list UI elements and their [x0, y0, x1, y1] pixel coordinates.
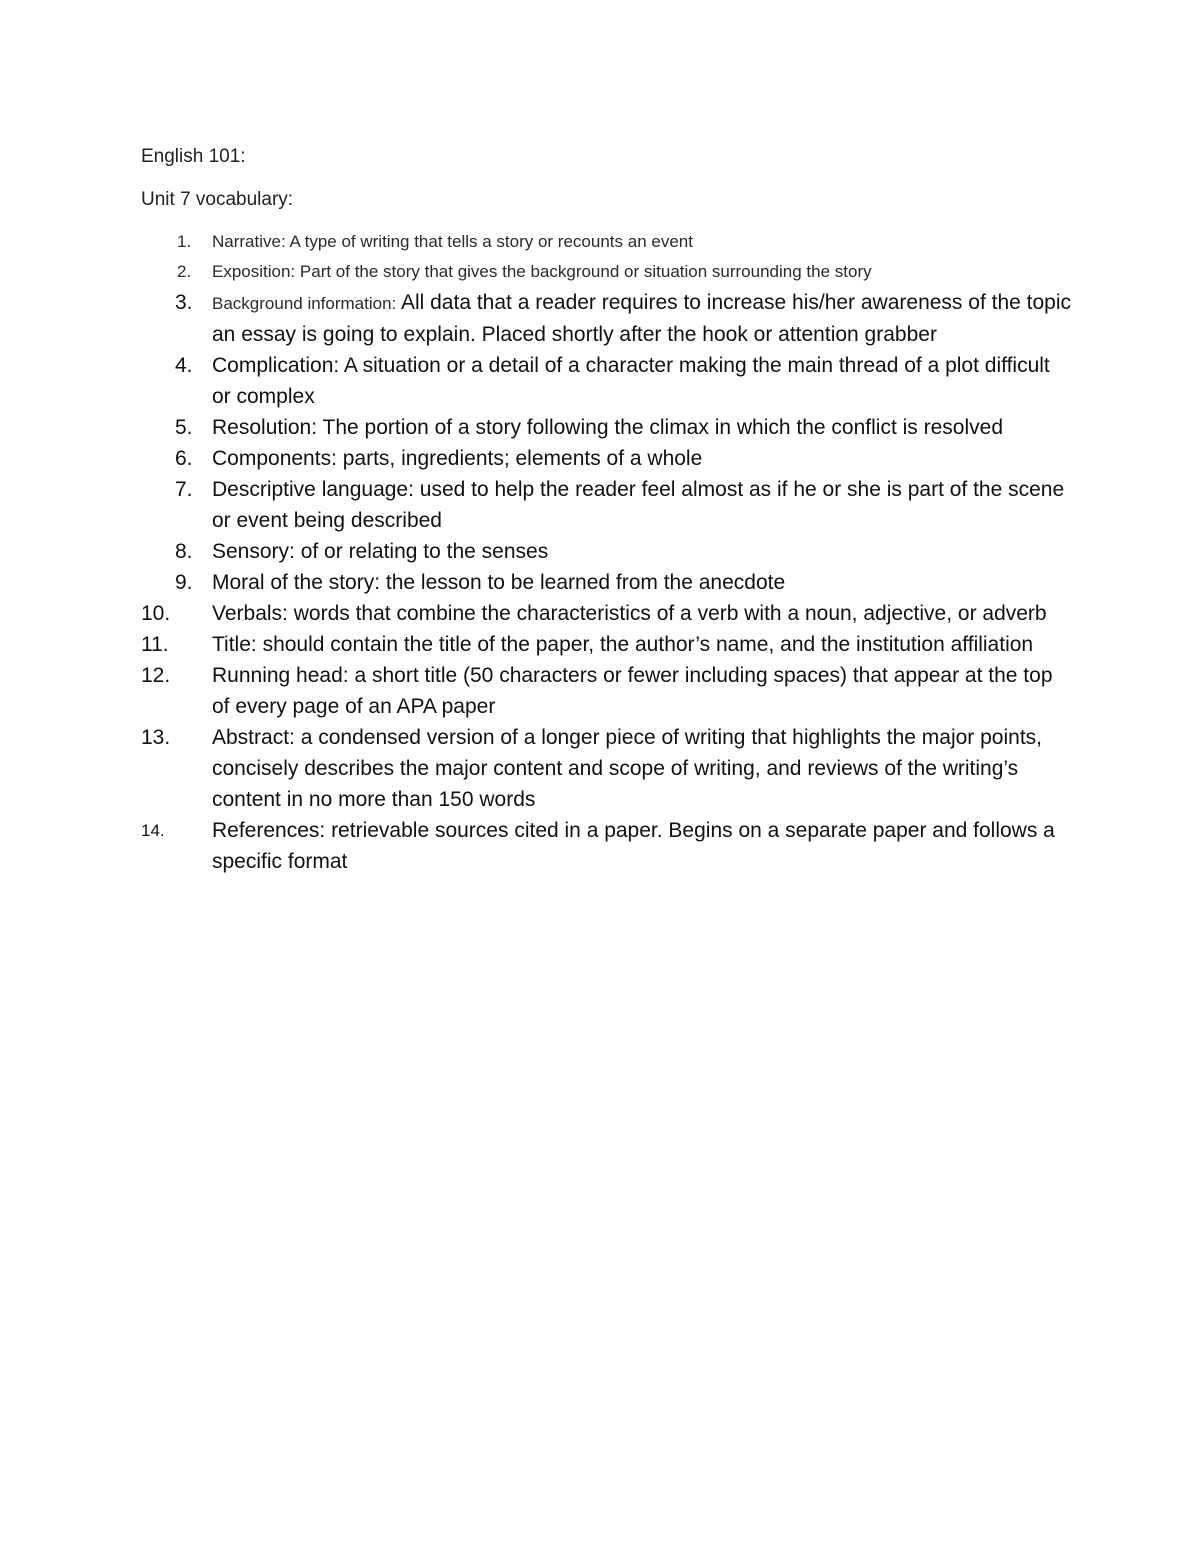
vocab-definition: used to help the reader feel almost as if he or she is part of the scene or event being described	[212, 478, 1065, 532]
vocab-term: Moral of the story:	[212, 571, 381, 594]
vocab-item	[141, 227, 1071, 257]
item-number: 1.	[177, 232, 192, 251]
vocab-item	[141, 722, 1071, 815]
vocabulary-list	[141, 227, 1071, 877]
vocab-term: Components:	[212, 447, 337, 470]
vocab-definition: a short title (50 characters or fewer including spaces) that appear at the top of every page of an APA paper	[212, 664, 1053, 718]
vocab-item	[141, 629, 1071, 660]
vocab-term: Sensory:	[212, 540, 295, 563]
vocab-definition: of or relating to the senses	[294, 540, 549, 563]
vocab-definition: words that combine the characteristics of a verb with a noun, adjective, or adverb	[287, 602, 1047, 625]
item-number: 5.	[175, 416, 193, 439]
vocab-term: Abstract:	[212, 726, 295, 749]
vocab-definition: The portion of a story following the climax in which the conflict is resolved	[317, 416, 1003, 439]
vocab-definition: a condensed version of a longer piece of writing that highlights the major points, concisely describes the major content and scope of writing, and reviews of the writing’s content in no more than 150 words	[212, 726, 1042, 811]
vocab-item	[141, 598, 1071, 629]
vocab-term: Descriptive language:	[212, 478, 414, 501]
vocab-definition: A type of writing that tells a story or recounts an event	[285, 232, 693, 251]
item-number: 12.	[141, 664, 171, 687]
vocab-item	[141, 257, 1071, 287]
item-number: 2.	[177, 262, 192, 281]
vocab-item	[141, 412, 1071, 443]
item-number: 13.	[141, 726, 171, 749]
item-number: 6.	[175, 447, 193, 470]
vocab-term: References:	[212, 819, 326, 842]
vocab-term: Complication:	[212, 354, 340, 377]
vocab-item	[141, 350, 1071, 412]
vocab-item	[141, 474, 1071, 536]
vocab-term: Verbals:	[212, 602, 288, 625]
vocab-item	[141, 567, 1071, 598]
vocab-definition: should contain the title of the paper, the author’s name, and the institution affiliation	[256, 633, 1034, 656]
vocab-term: Resolution:	[212, 416, 318, 439]
vocab-item	[141, 536, 1071, 567]
item-number: 8.	[175, 540, 193, 563]
vocab-definition: A situation or a detail of a character making the main thread of a plot difficult or complex	[212, 354, 1050, 408]
item-number: 3.	[175, 291, 193, 314]
vocab-item	[141, 287, 1071, 350]
vocab-item	[141, 815, 1071, 877]
item-number: 4.	[175, 354, 193, 377]
item-number: 11.	[141, 633, 169, 656]
item-number: 9.	[175, 571, 193, 594]
vocab-definition: retrievable sources cited in a paper. Begins on a separate paper and follows a specific format	[212, 819, 1055, 873]
vocab-definition: All data that a reader requires to increase his/her awareness of the topic an essay is going to explain. Placed shortly after the hook or attention grabber	[212, 291, 1071, 346]
vocab-definition: parts, ingredients; elements of a whole	[336, 447, 703, 470]
item-number: 14.	[141, 821, 165, 840]
vocab-term: Background information:	[212, 294, 397, 313]
item-number: 7.	[175, 478, 193, 501]
vocab-term: Title:	[212, 633, 257, 656]
vocab-term: Running head:	[212, 664, 349, 687]
unit-title: Unit 7 vocabulary:	[141, 189, 294, 210]
vocab-definition: the lesson to be learned from the anecdote	[380, 571, 786, 594]
vocab-item	[141, 443, 1071, 474]
vocab-term: Narrative:	[212, 232, 286, 251]
vocab-item	[141, 660, 1071, 722]
vocab-term: Exposition:	[212, 262, 296, 281]
vocab-definition: Part of the story that gives the background or situation surrounding the story	[295, 262, 872, 281]
course-title: English 101:	[141, 146, 246, 167]
item-number: 10.	[141, 602, 171, 625]
